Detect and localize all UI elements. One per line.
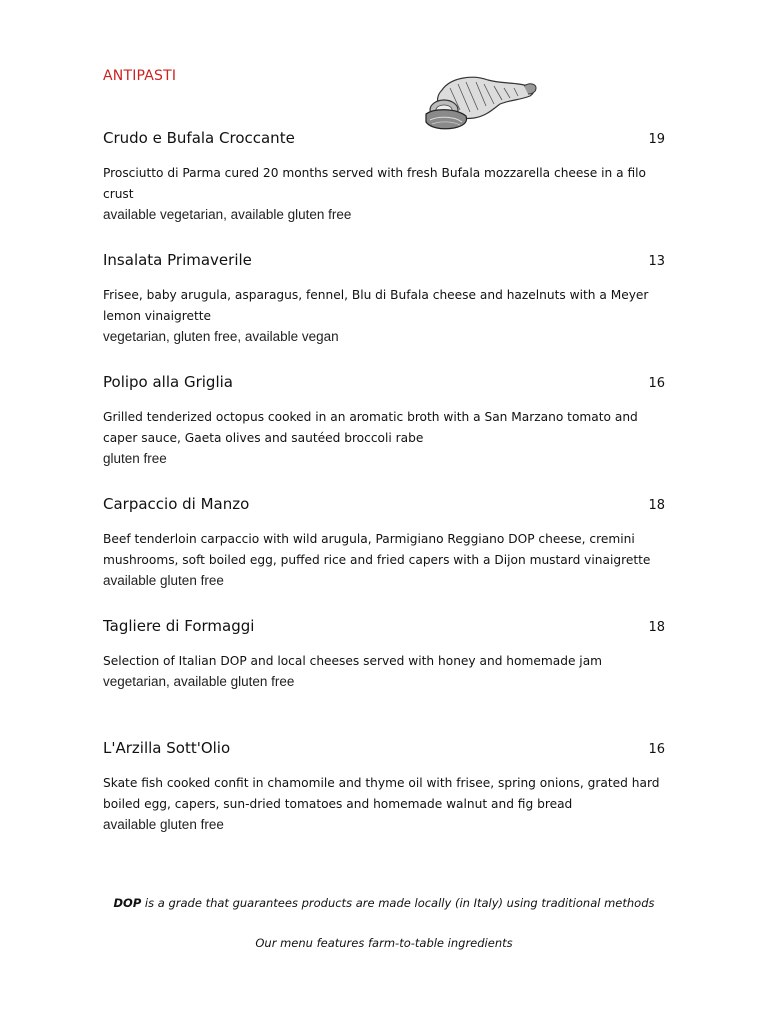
- item-description: Prosciutto di Parma cured 20 months served with fresh Bufala mozzarella cheese in a filo crust: [103, 166, 646, 201]
- item-dietary-note: available gluten free: [103, 817, 224, 832]
- item-header: [103, 495, 665, 517]
- menu-item: [103, 251, 665, 373]
- dop-explanation: is a grade that guarantees products are made locally (in Italy) using traditional methods: [141, 896, 655, 910]
- item-dietary-note: available gluten free: [103, 573, 224, 588]
- item-name: Insalata Primaverile: [103, 251, 252, 269]
- item-price: 18: [648, 620, 665, 635]
- item-header: [103, 617, 665, 639]
- item-header: [103, 129, 665, 151]
- item-description: Grilled tenderized octopus cooked in an aromatic broth with a San Marzano tomato and caper sauce, Gaeta olives and sautéed broccoli rabe: [103, 410, 638, 445]
- item-header: [103, 739, 665, 761]
- item-header: [103, 373, 665, 395]
- item-name: Tagliere di Formaggi: [103, 617, 255, 635]
- item-price: 16: [648, 742, 665, 757]
- item-name: L'Arzilla Sott'Olio: [103, 739, 231, 757]
- dop-term: DOP: [113, 896, 142, 910]
- footer-dop-note: [0, 896, 768, 910]
- menu-item: [103, 129, 665, 251]
- item-name: Crudo e Bufala Croccante: [103, 129, 295, 147]
- item-dietary-note: vegetarian, gluten free, available vegan: [103, 329, 339, 344]
- item-price: 13: [648, 254, 665, 269]
- item-header: [103, 251, 665, 273]
- prosciutto-ham-illustration: [420, 70, 538, 132]
- menu-item: [103, 373, 665, 495]
- item-price: 18: [648, 498, 665, 513]
- footer-farm-note: Our menu features farm-to-table ingredients: [255, 936, 513, 950]
- menu-item: [103, 495, 665, 617]
- item-description: Skate fish cooked confit in chamomile and thyme oil with frisee, spring onions, grated hard boiled egg, capers, sun-dried tomatoes and homemade walnut and fig bread: [103, 776, 660, 811]
- item-price: 19: [648, 132, 665, 147]
- item-dietary-note: available vegetarian, available gluten free: [103, 207, 352, 222]
- item-price: 16: [648, 376, 665, 391]
- item-dietary-note: gluten free: [103, 451, 167, 466]
- menu-item: [103, 617, 665, 739]
- item-description: Beef tenderloin carpaccio with wild arugula, Parmigiano Reggiano DOP cheese, cremini mushrooms, soft boiled egg, puffed rice and fried capers with a Dijon mustard vinaigrette: [103, 532, 651, 567]
- item-name: Polipo alla Griglia: [103, 373, 233, 391]
- menu-list: [103, 129, 665, 839]
- item-description: Frisee, baby arugula, asparagus, fennel, Blu di Bufala cheese and hazelnuts with a Meyer lemon vinaigrette: [103, 288, 649, 323]
- item-dietary-note: vegetarian, available gluten free: [103, 674, 295, 689]
- item-description: Selection of Italian DOP and local cheeses served with honey and homemade jam: [103, 654, 603, 668]
- item-name: Carpaccio di Manzo: [103, 495, 250, 513]
- menu-item: [103, 739, 665, 839]
- section-title: ANTIPASTI: [103, 68, 177, 84]
